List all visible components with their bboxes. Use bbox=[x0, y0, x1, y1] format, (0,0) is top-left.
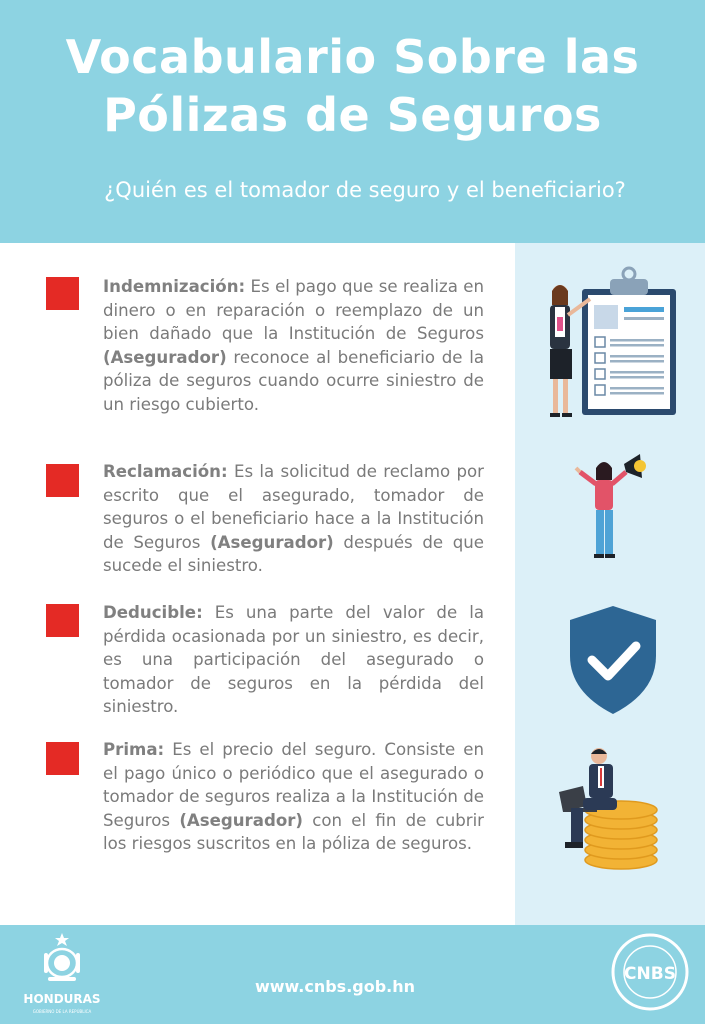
item-term: Reclamación: bbox=[103, 462, 228, 481]
cnbs-seal-icon bbox=[610, 932, 690, 1012]
item-body: Es el precio del seguro. Consiste en el pago único o periódico que el asegurado o tomador de seguros realiza a la Institución de Seguros bbox=[103, 740, 484, 830]
item-strong: (Asegurador) bbox=[210, 532, 334, 552]
woman-clipboard-icon bbox=[538, 265, 683, 423]
item-term: Prima: bbox=[103, 740, 165, 759]
website-link[interactable]: www.cnbs.gob.hn bbox=[254, 977, 416, 996]
item-body: Es la solicitud de reclamo por escrito que el asegurado, tomador de seguros o el beneficiario hace a la Institución de Seguros bbox=[103, 462, 484, 552]
bullet-square bbox=[46, 742, 79, 775]
item-strong: (Asegurador) bbox=[179, 810, 303, 830]
page-title bbox=[0, 28, 705, 144]
item-body-2: después de que sucede el siniestro. bbox=[103, 532, 484, 575]
honduras-logo bbox=[16, 931, 108, 1017]
item-text bbox=[103, 601, 484, 719]
cnbs-seal-text: CNBS bbox=[624, 964, 676, 984]
bullet-square bbox=[46, 604, 79, 637]
item-body-2: reconoce al beneficiario de la póliza de seguros cuando ocurre siniestro de un riesgo cubierto. bbox=[103, 347, 484, 414]
bullet-square bbox=[46, 464, 79, 497]
item-body: Es el pago que se realiza en dinero o en reparación o reemplazo de un bien dañado que la Institución de Seguros bbox=[103, 277, 484, 343]
woman-megaphone-icon bbox=[568, 450, 648, 562]
shield-check-icon bbox=[566, 604, 660, 716]
bullet-square bbox=[46, 277, 79, 310]
man-laptop-coins-icon bbox=[553, 742, 663, 872]
item-text bbox=[103, 460, 484, 578]
footer bbox=[0, 925, 705, 1024]
header bbox=[0, 0, 705, 243]
item-text bbox=[103, 738, 484, 856]
item-body-2: con el fin de cubrir los riesgos suscritos en la póliza de seguros. bbox=[103, 810, 485, 853]
item-body: Es una parte del valor de la pérdida ocasionada por un siniestro, es decir, es una participación del asegurado o tomador de seguros en la pérdida del siniestro. bbox=[103, 603, 484, 716]
title-line-1: Vocabulario Sobre las bbox=[65, 30, 640, 84]
item-text bbox=[103, 275, 484, 416]
item-strong: (Asegurador) bbox=[103, 347, 227, 367]
page-subtitle: ¿Quién es el tomador de seguro y el beneficiario? bbox=[104, 178, 626, 202]
honduras-logo-text: HONDURAS bbox=[23, 992, 101, 1006]
item-term: Indemnización: bbox=[103, 277, 246, 296]
title-line-2: Pólizas de Seguros bbox=[103, 88, 602, 142]
honduras-logo-subtext: GOBIERNO DE LA REPÚBLICA bbox=[32, 1009, 92, 1014]
item-term: Deducible: bbox=[103, 603, 203, 622]
